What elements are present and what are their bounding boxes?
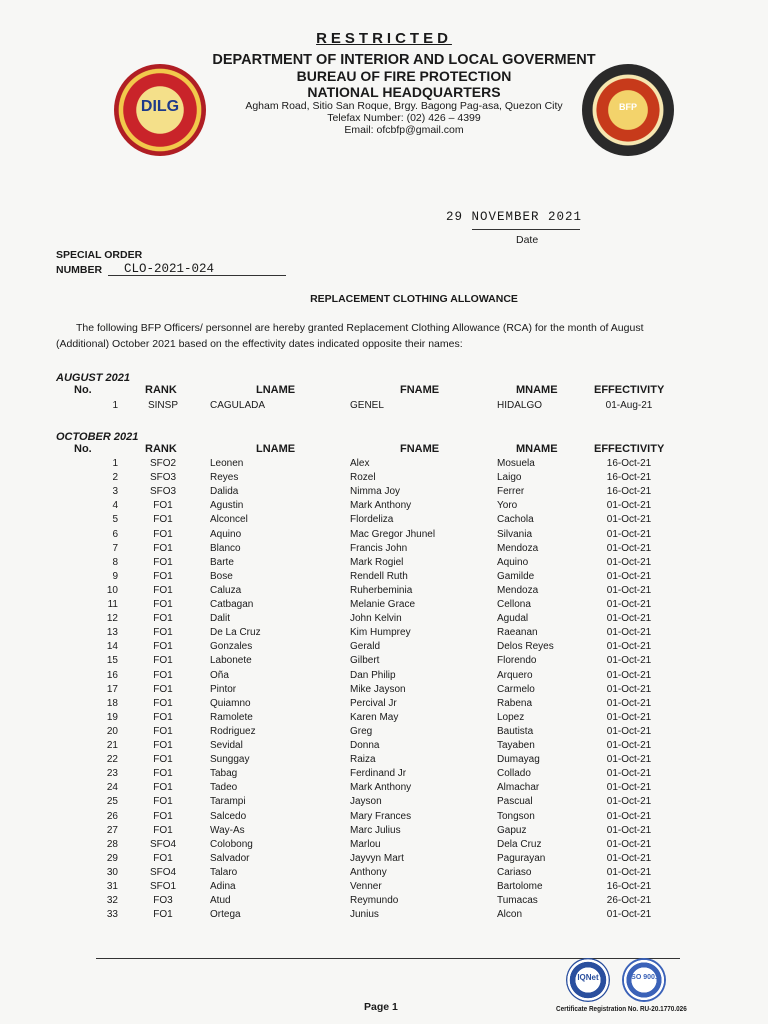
row-last-name: Quiamno <box>210 697 251 709</box>
table-row <box>0 839 768 853</box>
row-number: 20 <box>106 725 118 737</box>
row-rank: FO1 <box>153 683 173 695</box>
dilg-seal-text: DILG <box>140 98 180 115</box>
row-last-name: Tadeo <box>210 782 238 794</box>
row-first-name: Rozel <box>350 472 376 484</box>
row-middle-name: Tongson <box>497 810 535 822</box>
table-row <box>0 458 768 472</box>
row-first-name: Mary Frances <box>350 810 412 822</box>
row-last-name: Ortega <box>210 909 241 921</box>
row-effectivity: 16-Oct-21 <box>606 486 652 498</box>
row-first-name: Ruherbeminia <box>350 584 413 596</box>
email: Email: ofcbfp@gmail.com <box>344 124 464 136</box>
row-middle-name: Bartolome <box>497 881 543 892</box>
col-mname: MNAME <box>516 384 558 396</box>
row-effectivity: 01-Oct-21 <box>606 782 652 794</box>
col-effectivity: EFFECTIVITY <box>594 384 665 396</box>
table-row <box>0 543 768 557</box>
table-row <box>0 726 768 740</box>
row-first-name: Dan Philip <box>350 669 396 681</box>
row-number: 25 <box>106 796 118 808</box>
row-first-name: Raiza <box>350 754 376 766</box>
row-middle-name: Cachola <box>497 514 534 526</box>
row-rank: FO1 <box>153 641 173 653</box>
row-first-name: Alex <box>350 458 370 469</box>
row-number: 29 <box>106 852 118 864</box>
row-effectivity: 01-Aug-21 <box>605 400 653 411</box>
row-first-name: Melanie Grace <box>350 599 416 610</box>
row-number: 22 <box>106 754 118 766</box>
row-middle-name: Silvania <box>497 528 533 540</box>
row-rank: SFO1 <box>149 881 177 892</box>
table-row <box>0 400 768 414</box>
row-middle-name: Pagurayan <box>497 852 546 864</box>
row-number: 21 <box>106 740 118 751</box>
row-effectivity: 01-Oct-21 <box>606 697 652 709</box>
row-last-name: Salcedo <box>210 810 247 822</box>
row-rank: SFO4 <box>149 866 177 878</box>
row-rank: FO1 <box>153 627 173 639</box>
row-rank: FO1 <box>153 584 173 596</box>
row-first-name: Venner <box>350 881 382 892</box>
row-number: 28 <box>106 838 118 850</box>
iso-certification-icon <box>622 958 666 1002</box>
row-first-name: Percival Jr <box>350 697 397 709</box>
row-effectivity: 01-Oct-21 <box>606 824 652 836</box>
row-first-name: Gilbert <box>350 655 380 667</box>
row-last-name: Rodriguez <box>210 725 256 737</box>
row-last-name: Dalit <box>210 613 231 625</box>
table-row <box>0 613 768 627</box>
row-rank: SFO3 <box>149 486 177 498</box>
row-middle-name: Raeanan <box>497 627 538 639</box>
row-effectivity: 01-Oct-21 <box>606 725 652 737</box>
row-effectivity: 01-Oct-21 <box>606 514 652 526</box>
row-rank: FO1 <box>153 669 173 681</box>
table-row <box>0 698 768 712</box>
row-middle-name: Alcon <box>497 909 523 921</box>
row-rank: FO1 <box>153 909 173 921</box>
row-number: 31 <box>106 881 118 892</box>
intro-paragraph: The following BFP Officers/ personnel are hereby granted Replacement Clothing Allowance (RCA) for the month of August (Additional) October 2021 based on the effectivity dates indicated opposite their names: <box>56 322 644 350</box>
col-no: No. <box>74 443 92 455</box>
row-effectivity: 01-Oct-21 <box>606 810 652 822</box>
row-number: 1 <box>112 458 118 469</box>
bureau-name: BUREAU OF FIRE PROTECTION <box>296 68 512 84</box>
row-effectivity: 16-Oct-21 <box>606 881 652 892</box>
row-effectivity: 01-Oct-21 <box>606 796 652 808</box>
row-last-name: Adina <box>210 881 236 892</box>
row-last-name: Ramolete <box>210 711 253 723</box>
row-effectivity: 01-Oct-21 <box>606 852 652 864</box>
row-first-name: Karen May <box>350 711 399 723</box>
row-first-name: Mac Gregor Jhunel <box>350 528 436 540</box>
document-date: 29 NOVEMBER 2021 <box>446 210 583 224</box>
number-label: NUMBER <box>56 264 103 276</box>
row-first-name: Reymundo <box>350 895 399 907</box>
row-last-name: Alconcel <box>210 514 248 526</box>
row-last-name: Talaro <box>210 866 238 878</box>
row-effectivity: 01-Oct-21 <box>606 599 652 610</box>
table-row <box>0 895 768 909</box>
row-rank: FO1 <box>153 528 173 540</box>
row-middle-name: Ferrer <box>497 486 525 498</box>
row-rank: FO1 <box>153 754 173 766</box>
row-last-name: Tabag <box>210 768 238 780</box>
row-last-name: Atud <box>210 895 231 907</box>
table-row <box>0 500 768 514</box>
row-last-name: Gonzales <box>210 641 253 653</box>
row-rank: FO1 <box>153 599 173 610</box>
row-number: 6 <box>112 528 118 540</box>
telefax: Telefax Number: (02) 426 – 4399 <box>327 112 481 124</box>
row-number: 3 <box>112 486 118 498</box>
row-effectivity: 01-Oct-21 <box>606 669 652 681</box>
row-first-name: Jayvyn Mart <box>350 852 404 864</box>
table-row <box>0 825 768 839</box>
table-row <box>0 811 768 825</box>
row-number: 7 <box>112 542 118 554</box>
row-number: 24 <box>106 782 118 794</box>
row-middle-name: Pascual <box>497 796 533 808</box>
row-last-name: Sunggay <box>210 754 250 766</box>
row-effectivity: 01-Oct-21 <box>606 500 652 512</box>
page-number: Page 1 <box>364 1001 398 1013</box>
row-first-name: Flordeliza <box>350 514 394 526</box>
department-name: DEPARTMENT OF INTERIOR AND LOCAL GOVERMENT <box>212 52 596 68</box>
row-middle-name: Florendo <box>497 655 537 667</box>
office-name: NATIONAL HEADQUARTERS <box>307 84 501 100</box>
row-first-name: Greg <box>350 725 373 737</box>
table-row <box>0 472 768 486</box>
row-effectivity: 01-Oct-21 <box>606 768 652 780</box>
row-rank: FO1 <box>153 697 173 709</box>
row-effectivity: 01-Oct-21 <box>606 838 652 850</box>
row-rank: FO1 <box>153 556 173 568</box>
row-rank: SFO3 <box>149 472 177 484</box>
classification-label: RESTRICTED <box>316 30 452 47</box>
subject-title: REPLACEMENT CLOTHING ALLOWANCE <box>310 293 518 305</box>
row-last-name: Dalida <box>210 486 239 498</box>
table-row <box>0 486 768 500</box>
table-row <box>0 881 768 895</box>
row-last-name: Aquino <box>210 528 242 540</box>
row-rank: FO1 <box>153 542 173 554</box>
table-row <box>0 712 768 726</box>
row-effectivity: 01-Oct-21 <box>606 641 652 653</box>
row-first-name: John Kelvin <box>350 613 402 625</box>
row-effectivity: 01-Oct-21 <box>606 528 652 540</box>
row-middle-name: Mendoza <box>497 584 539 596</box>
row-first-name: Francis John <box>350 542 408 554</box>
row-rank: FO1 <box>153 852 173 864</box>
row-effectivity: 01-Oct-21 <box>606 613 652 625</box>
row-rank: SFO4 <box>149 838 177 850</box>
row-effectivity: 01-Oct-21 <box>606 683 652 695</box>
table-row <box>0 782 768 796</box>
row-effectivity: 01-Oct-21 <box>606 711 652 723</box>
table-row <box>0 641 768 655</box>
row-last-name: Bose <box>210 570 233 582</box>
col-rank: RANK <box>145 384 177 396</box>
row-last-name: Barte <box>210 556 234 568</box>
row-number: 11 <box>107 599 118 610</box>
row-middle-name: Tayaben <box>497 740 535 751</box>
iso-cert-text: ISO 9001 <box>629 974 659 981</box>
number-underline <box>108 275 286 276</box>
col-lname: LNAME <box>256 443 296 455</box>
row-first-name: Mike Jayson <box>350 683 406 695</box>
bfp-seal-text: BFP <box>619 102 637 112</box>
row-rank: FO1 <box>153 768 173 780</box>
row-rank: FO1 <box>153 500 173 512</box>
row-number: 17 <box>106 683 118 695</box>
row-middle-name: Gamilde <box>497 570 535 582</box>
table-row <box>0 571 768 585</box>
row-middle-name: Laigo <box>497 472 522 484</box>
row-effectivity: 01-Oct-21 <box>606 909 652 921</box>
row-number: 16 <box>106 669 118 681</box>
table-row <box>0 909 768 923</box>
col-rank: RANK <box>145 443 177 455</box>
row-last-name: Oña <box>210 669 229 681</box>
row-first-name: Mark Anthony <box>350 500 412 512</box>
row-middle-name: Cellona <box>497 599 531 610</box>
row-middle-name: Gapuz <box>497 824 527 836</box>
row-rank: FO1 <box>153 655 173 667</box>
iqnet-certification-icon <box>566 958 610 1002</box>
row-first-name: Gerald <box>350 641 381 653</box>
table-row <box>0 585 768 599</box>
row-last-name: Colobong <box>210 838 253 850</box>
row-middle-name: Dumayag <box>497 754 540 766</box>
row-middle-name: Almachar <box>497 782 540 794</box>
row-last-name: Caluza <box>210 584 242 596</box>
row-rank: FO1 <box>153 824 173 836</box>
col-lname: LNAME <box>256 384 296 396</box>
row-effectivity: 01-Oct-21 <box>606 740 652 751</box>
row-effectivity: 01-Oct-21 <box>606 754 652 766</box>
row-middle-name: Delos Reyes <box>497 641 554 653</box>
row-middle-name: Cariaso <box>497 866 532 878</box>
october-table-header <box>0 443 768 457</box>
table-row <box>0 529 768 543</box>
row-middle-name: Arquero <box>497 669 533 681</box>
row-rank: FO1 <box>153 740 173 751</box>
row-first-name: Marc Julius <box>350 824 401 836</box>
row-effectivity: 01-Oct-21 <box>606 866 652 878</box>
row-number: 19 <box>106 711 118 723</box>
row-number: 1 <box>112 400 118 411</box>
row-last-name: CAGULADA <box>210 400 266 411</box>
row-number: 26 <box>106 810 118 822</box>
row-number: 32 <box>106 895 118 907</box>
col-no: No. <box>74 384 92 396</box>
row-rank: FO1 <box>153 796 173 808</box>
row-first-name: Nimma Joy <box>350 486 401 498</box>
row-first-name: Junius <box>350 909 379 921</box>
row-number: 30 <box>106 866 118 878</box>
row-last-name: Way-As <box>210 824 245 836</box>
row-rank: FO1 <box>153 514 173 526</box>
row-last-name: Blanco <box>210 542 241 554</box>
row-effectivity: 01-Oct-21 <box>606 570 652 582</box>
row-effectivity: 01-Oct-21 <box>606 542 652 554</box>
row-first-name: Donna <box>350 740 380 751</box>
row-effectivity: 16-Oct-21 <box>606 458 652 469</box>
row-number: 13 <box>106 627 118 639</box>
row-first-name: Rendell Ruth <box>350 570 408 582</box>
certificate-registration: Certificate Registration No. RU-20.1770.026 <box>556 1004 687 1013</box>
table-row <box>0 557 768 571</box>
row-number: 33 <box>106 909 118 921</box>
table-row <box>0 796 768 810</box>
col-mname: MNAME <box>516 443 558 455</box>
date-label: Date <box>516 234 539 246</box>
row-number: 18 <box>106 697 118 709</box>
row-rank: SINSP <box>147 400 178 411</box>
row-first-name: Anthony <box>350 866 387 878</box>
iqnet-cert-text: IQNet <box>577 973 599 982</box>
row-first-name: GENEL <box>350 400 384 411</box>
row-rank: FO1 <box>153 613 173 625</box>
row-rank: FO1 <box>153 711 173 723</box>
row-number: 9 <box>112 570 118 582</box>
row-number: 5 <box>112 514 118 526</box>
row-rank: FO1 <box>153 725 173 737</box>
row-last-name: Salvador <box>210 852 250 864</box>
row-number: 10 <box>106 584 118 596</box>
col-fname: FNAME <box>400 384 440 396</box>
table-row <box>0 768 768 782</box>
row-effectivity: 01-Oct-21 <box>606 627 652 639</box>
row-middle-name: Rabena <box>497 697 533 709</box>
row-first-name: Mark Anthony <box>350 782 412 794</box>
row-first-name: Kim Humprey <box>350 627 411 639</box>
table-row <box>0 599 768 613</box>
row-number: 12 <box>106 613 118 625</box>
row-number: 2 <box>112 472 118 484</box>
row-middle-name: Mosuela <box>497 458 535 469</box>
col-fname: FNAME <box>400 443 440 455</box>
row-middle-name: Collado <box>497 768 531 780</box>
row-middle-name: Carmelo <box>497 683 535 695</box>
col-effectivity: EFFECTIVITY <box>594 443 665 455</box>
row-number: 4 <box>112 500 118 512</box>
table-row <box>0 740 768 754</box>
row-middle-name: Aquino <box>497 556 529 568</box>
row-number: 14 <box>106 641 118 653</box>
row-middle-name: Lopez <box>497 711 525 723</box>
table-row <box>0 670 768 684</box>
row-number: 8 <box>112 556 118 568</box>
row-first-name: Mark Rogiel <box>350 556 404 568</box>
row-rank: FO3 <box>153 895 173 907</box>
row-number: 27 <box>106 824 118 836</box>
row-last-name: Reyes <box>210 472 239 484</box>
row-effectivity: 01-Oct-21 <box>606 655 652 667</box>
row-effectivity: 01-Oct-21 <box>606 584 652 596</box>
row-middle-name: Tumacas <box>497 895 538 907</box>
table-row <box>0 684 768 698</box>
date-underline <box>472 229 580 230</box>
row-effectivity: 16-Oct-21 <box>606 472 652 484</box>
row-effectivity: 26-Oct-21 <box>606 895 652 907</box>
row-effectivity: 01-Oct-21 <box>606 556 652 568</box>
row-last-name: Leonen <box>210 458 244 469</box>
august-table-header <box>0 384 768 398</box>
row-rank: FO1 <box>153 810 173 822</box>
special-order-number: CLO-2021-024 <box>124 262 215 276</box>
row-rank: SFO2 <box>149 458 177 469</box>
row-rank: FO1 <box>153 782 173 794</box>
row-middle-name: Bautista <box>497 725 534 737</box>
table-row <box>0 655 768 669</box>
special-order-label: SPECIAL ORDER <box>56 249 143 261</box>
row-middle-name: Agudal <box>497 613 529 625</box>
row-last-name: Pintor <box>210 683 237 695</box>
row-middle-name: Yoro <box>497 500 518 512</box>
row-last-name: Agustin <box>210 500 244 512</box>
october-section-title: OCTOBER 2021 <box>56 431 139 443</box>
row-last-name: Catbagan <box>210 599 254 610</box>
row-last-name: Tarampi <box>210 796 246 808</box>
row-first-name: Marlou <box>350 838 381 850</box>
row-middle-name: Mendoza <box>497 542 539 554</box>
row-first-name: Ferdinand Jr <box>350 768 407 780</box>
row-last-name: Sevidal <box>210 740 243 751</box>
row-number: 15 <box>106 655 118 667</box>
row-middle-name: Dela Cruz <box>497 838 542 850</box>
row-last-name: De La Cruz <box>210 627 261 639</box>
table-row <box>0 867 768 881</box>
table-row <box>0 627 768 641</box>
address: Agham Road, Sitio San Roque, Brgy. Bagong Pag-asa, Quezon City <box>245 100 563 112</box>
row-middle-name: HIDALGO <box>497 400 543 411</box>
table-row <box>0 514 768 528</box>
row-number: 23 <box>106 768 118 780</box>
august-section-title: AUGUST 2021 <box>56 372 130 384</box>
table-row <box>0 853 768 867</box>
row-first-name: Jayson <box>350 796 382 808</box>
row-last-name: Labonete <box>210 655 252 667</box>
row-rank: FO1 <box>153 570 173 582</box>
table-row <box>0 754 768 768</box>
